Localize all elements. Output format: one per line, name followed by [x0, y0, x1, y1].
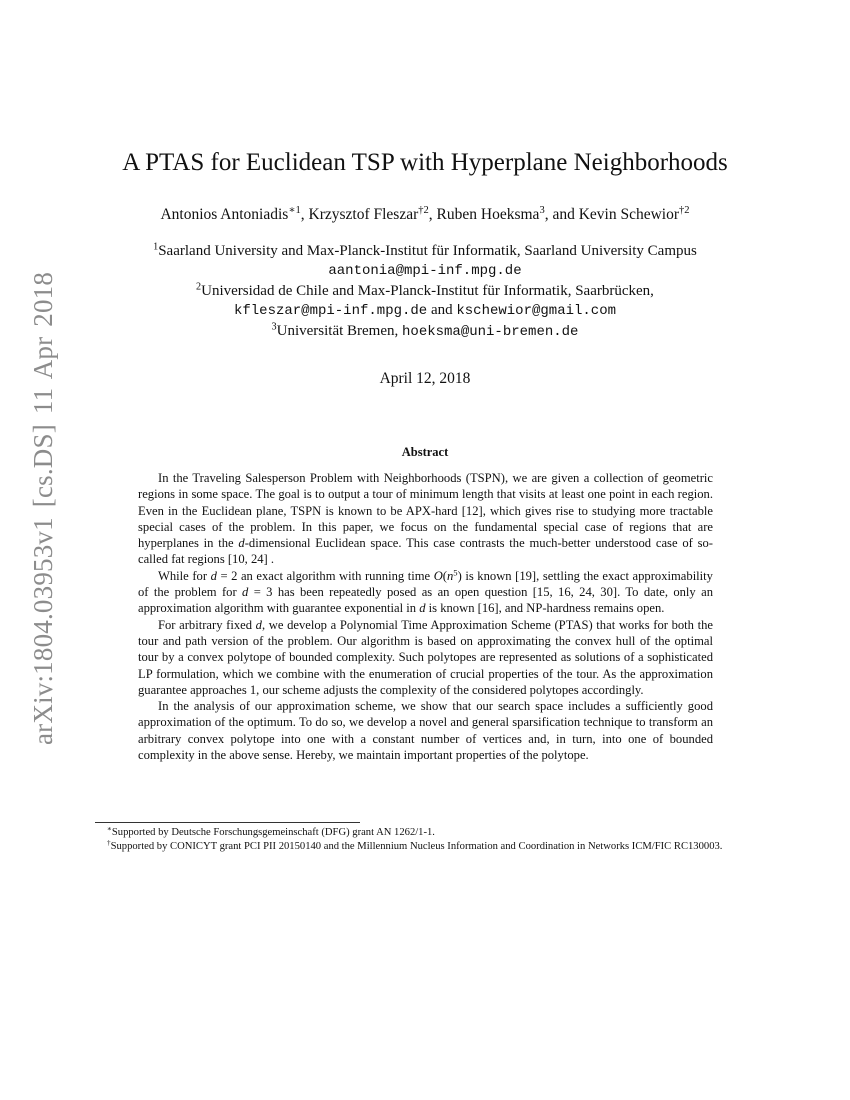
abstract-paragraph: While for d = 2 an exact algorithm with running time $O(n^5)$ is known [19], settling the exact approximability of the problem for d = 3 has been repeatedly posed as an open question [15, 16, 24, 30]. To date, only an approximation algorithm with guarantee exponential in d is known [16], and NP-hardness remains open. — [138, 567, 713, 616]
footnote: ∗Supported by Deutsche Forschungsgemeinschaft (DFG) grant AN 1262/1-1. — [107, 825, 435, 838]
abstract-paragraph: In the Traveling Salesperson Problem with Neighborhoods (TSPN), we are given a collection of geometric regions in some space. The goal is to output a tour of minimum length that visits at least one point in each region. Even in the Euclidean plane, TSPN is known to be APX-hard [12], which gives rise to studying more tractable special cases of the problem. In this paper, we focus on the fundamental special case of regions that are hyperplanes in the d-dimensional Euclidean space. This case contrasts the much-better understood case of so-called fat regions [10, 24] . — [138, 471, 713, 567]
footnotes — [95, 826, 755, 855]
abstract-paragraph: In the analysis of our approximation scheme, we show that our search space includes a sufficiently good approximation of the optimum. To do so, we develop a novel and general sparsification technique to transform an arbitrary convex polytope into one with a constant number of vertices and, in turn, into one of bounded complexity in the above sense. Hereby, we maintain important properties of the polytope. — [138, 699, 713, 763]
paper-date: April 12, 2018 — [379, 370, 471, 387]
author-name: Antonios Antoniadis — [160, 206, 289, 223]
author-name: Kevin Schewior — [578, 206, 680, 223]
author-name: Ruben Hoeksma — [436, 206, 540, 223]
abstract-paragraph: For arbitrary fixed d, we develop a Polynomial Time Approximation Scheme (PTAS) that works for both the tour and path version of the problem. Our algorithm is based on approximating the convex hull of the optimal tour by a convex polytope of bounded complexity. Such polytopes are represented as solutions of a sophisticated LP formulation, which we combine with the enumeration of crucial properties of the tour. As the approximation guarantee approaches 1, our scheme adjusts the complexity of the considered polytopes accordingly. — [138, 617, 714, 697]
abstract-body — [138, 470, 713, 763]
affiliations — [0, 242, 850, 343]
email-link[interactable]: aantonia@mpi-inf.mpg.de — [328, 262, 522, 279]
arxiv-identifier: arXiv:1804.03953v1 [cs.DS] 11 Apr 2018 — [28, 271, 58, 745]
abstract-heading: Abstract — [401, 445, 449, 459]
footnote-divider — [95, 822, 360, 823]
affiliation-2: $^2$Universidad de Chile and Max-Planck-Institut für Informatik, Saarbrücken, — [196, 280, 654, 299]
affiliation-3: $^3$Universität Bremen, hoeksma@uni-bremen.de — [271, 321, 579, 341]
paper-title: A PTAS for Euclidean TSP with Hyperplane Neighborhoods — [122, 149, 728, 176]
footnote: †Supported by CONICYT grant PCI PII 20150140 and the Millennium Nucleus Information and Coordination in Networks ICM/FIC RC130003. — [107, 839, 723, 853]
author-list: Antonios Antoniadis$^{∗1}$, Krzysztof Fleszar$^{\dagger 2}$, Ruben Hoeksma$^3$, and Kevin Schewior$^{\dagger 2}$ — [160, 205, 690, 223]
author-marks: †2 — [679, 205, 690, 217]
email-link[interactable]: kfleszar@mpi-inf.mpg.de — [233, 303, 428, 320]
email-link[interactable]: hoeksma@uni-bremen.de — [402, 324, 579, 341]
author-name: Krzysztof Fleszar — [308, 206, 419, 223]
email-link[interactable]: kschewior@gmail.com — [456, 303, 617, 320]
author-marks: ∗1 — [288, 205, 301, 217]
author-marks: 3 — [539, 205, 545, 217]
affiliation-2-emails: kfleszar@mpi-inf.mpg.de and kschewior@gmail.com — [233, 302, 617, 320]
author-marks: †2 — [418, 205, 429, 217]
affiliation-1: $^1$Saarland University and Max-Planck-Institut für Informatik, Saarland University Campus — [153, 241, 697, 259]
